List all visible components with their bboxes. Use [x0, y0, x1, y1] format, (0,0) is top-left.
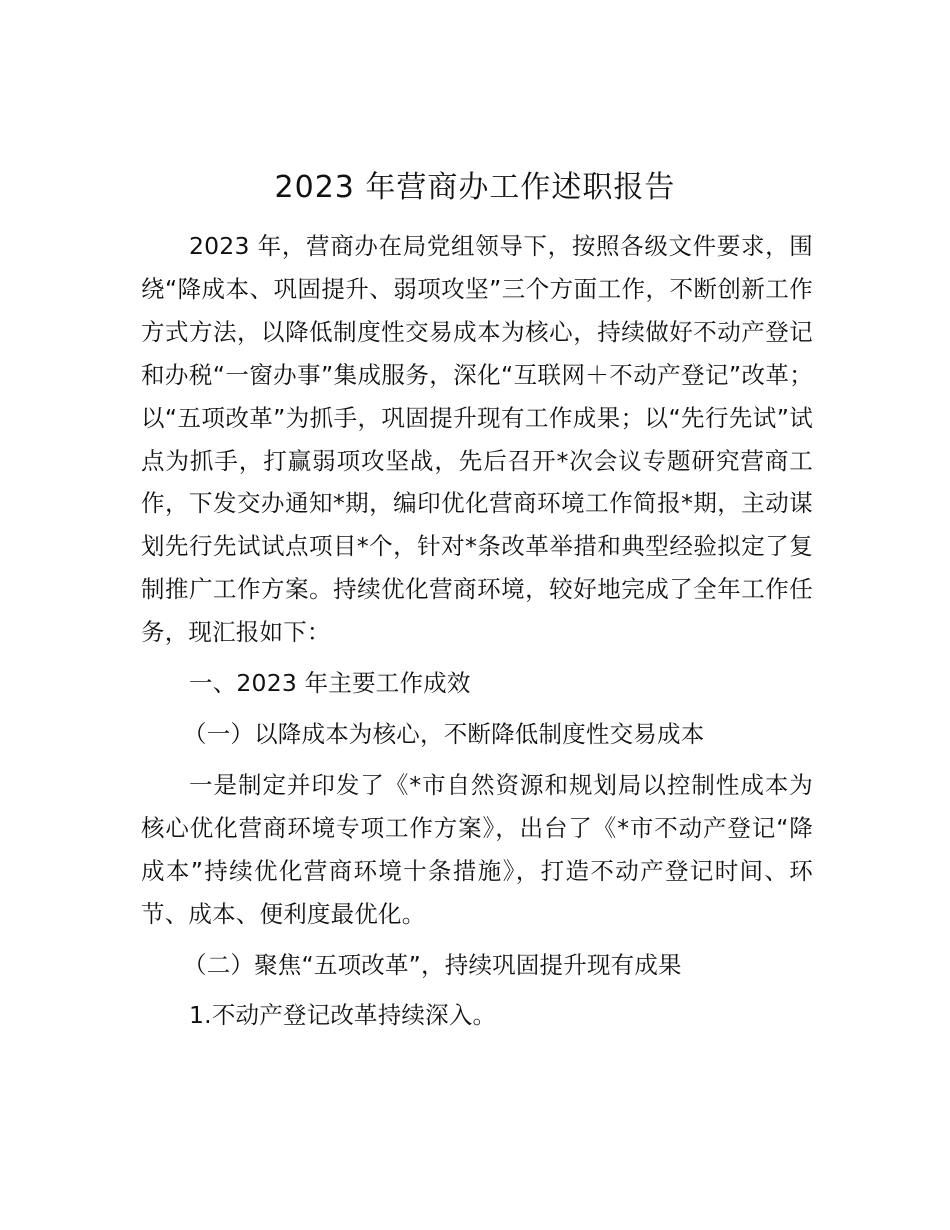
document-title: 2023 年营商办工作述职报告	[274, 170, 676, 205]
document-body	[141, 225, 813, 1045]
subsection-heading-2: （二）聚焦“五项改革”，持续巩固提升现有成果	[183, 950, 682, 979]
subsection-1-paragraph: 一是制定并印发了《*市自然资源和规划局以控制性成本为核心优化营商环境专项工作方案》，出台了《*市不动产登记“降成本”持续优化营商环境十条措施》，打造不动产登记时间、环节、成本、便利度最优化。	[141, 770, 813, 928]
intro-paragraph: 2023 年，营商办在局党组领导下，按照各级文件要求，围绕“降成本、巩固提升、弱项攻坚”三个方面工作，不断创新工作方式方法，以降低制度性交易成本为核心，持续做好不动产登记和办税“一窗办事”集成服务，深化“互联网＋不动产登记”改革；以“五项改革”为抓手，巩固提升现有工作成果；以“先行先试”试点为抓手，打赢弱项攻坚战，先后召开*次会议专题研究营商工作，下发交办通知*期，编印优化营商环境工作简报*期，主动谋划先行先试试点项目*个，针对*条改革举措和典型经验拟定了复制推广工作方案。持续优化营商环境，较好地完成了全年工作任务，现汇报如下：	[141, 232, 813, 647]
subsection-heading-1: （一）以降成本为核心，不断降低制度性交易成本	[183, 719, 705, 748]
section-heading-1: 一、2023 年主要工作成效	[189, 669, 471, 698]
list-item-1: 1.不动产登记改革持续深入。	[189, 1001, 497, 1030]
